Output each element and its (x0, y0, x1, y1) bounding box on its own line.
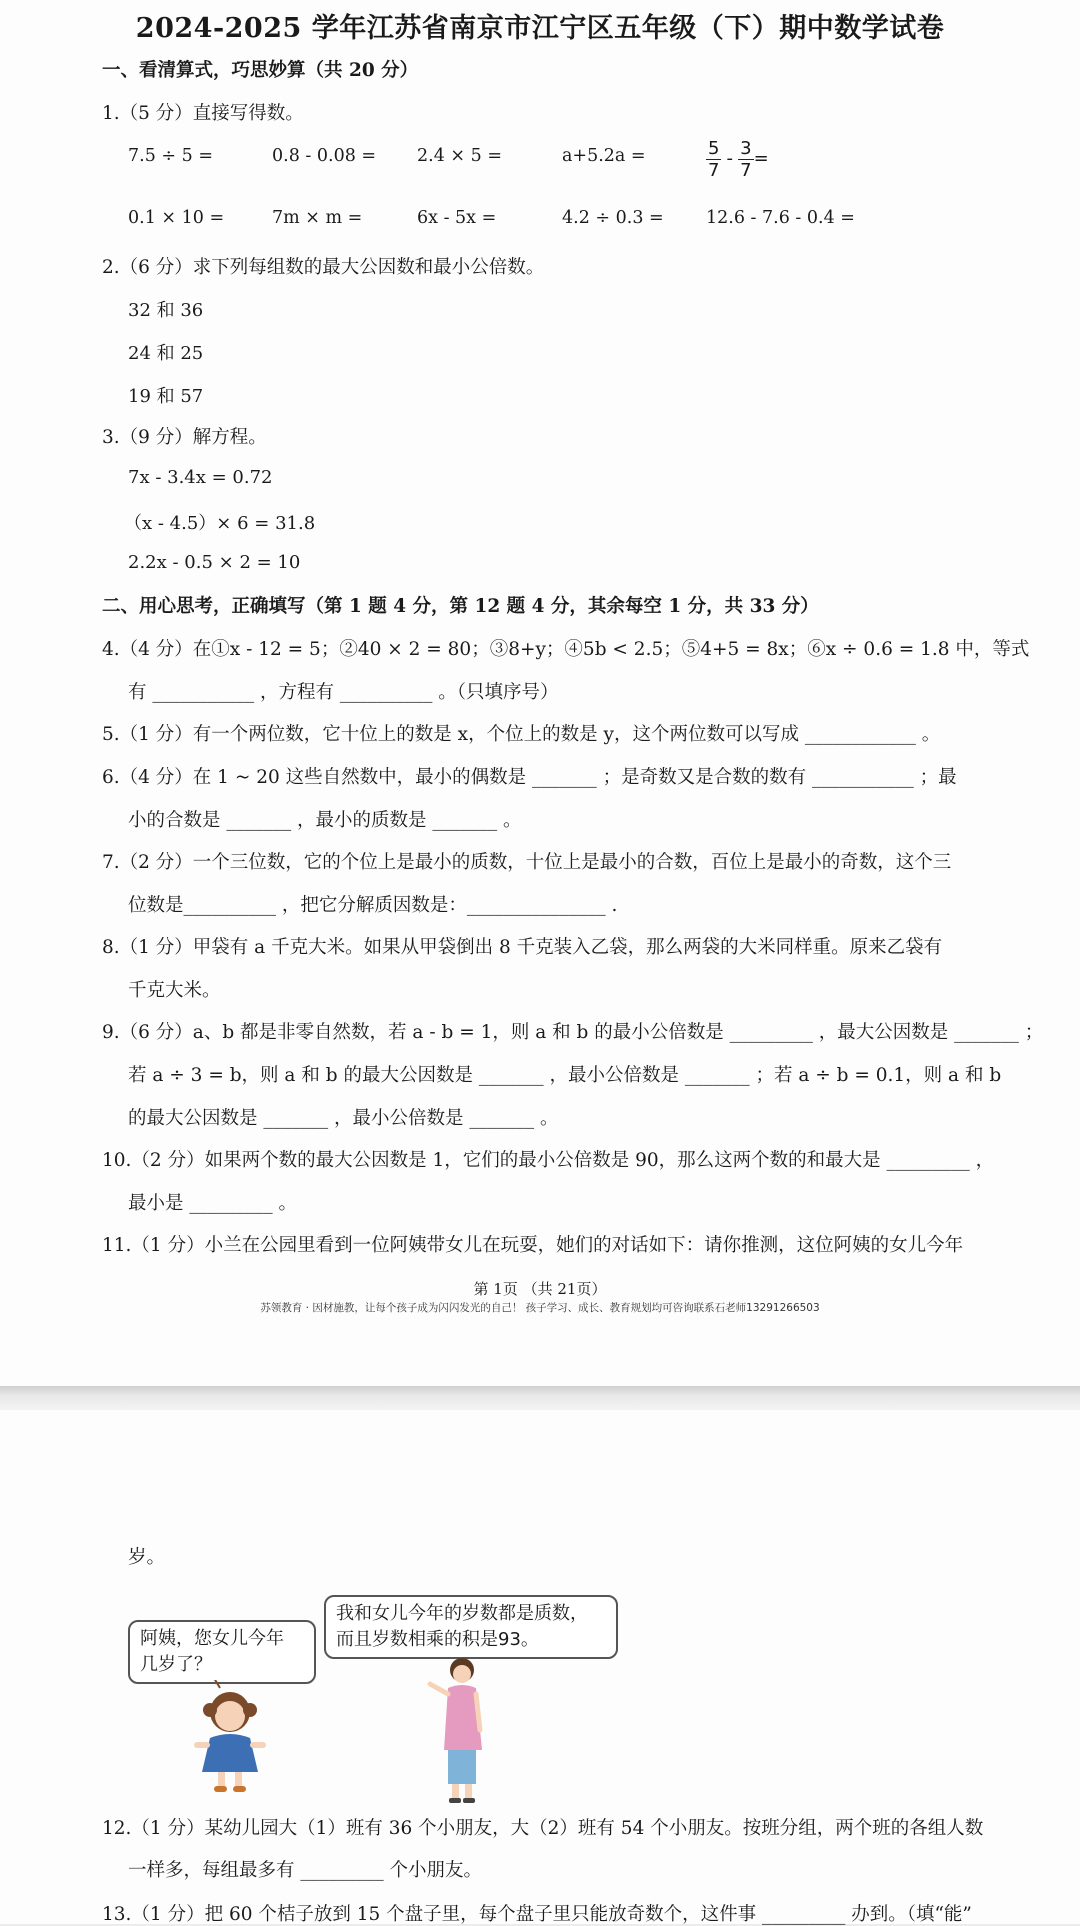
page-separator (0, 1386, 1080, 1410)
question-line: 若 a ÷ 3 = b，则 a 和 b 的最大公因数是 _______ ，最小公倍数是 _______ ；若 a ÷ b = 0.1，则 a 和 b (128, 1065, 1002, 1086)
exam-title: 2024-2025 学年江苏省南京市江宁区五年级（下）期中数学试卷 (135, 13, 945, 44)
fraction-1: $\frac{5}{7}$ (708, 138, 720, 181)
calc-item: 0.8 - 0.08 = (272, 146, 377, 166)
calc-item: 12.6 - 7.6 - 0.4 = (706, 208, 855, 228)
calc-item: 2.4 × 5 = (417, 146, 502, 166)
q3-item: 7x - 3.4x = 0.72 (128, 467, 273, 488)
question-line: 的最大公因数是 _______ ，最小公倍数是 _______ 。 (128, 1108, 559, 1129)
q3-item: 2.2x - 0.5 × 2 = 10 (128, 552, 301, 573)
question-line: 最小是 _________ 。 (128, 1193, 298, 1214)
question-line: 10.（2 分）如果两个数的最大公因数是 1，它们的最小公倍数是 90，那么这两个数的和最大是 _________ ， (102, 1150, 995, 1171)
question-line: 7.（2 分）一个三位数，它的个位上是最小的质数，十位上是最小的合数，百位上是最小的奇数，这个三 (102, 852, 952, 873)
question-line: 一样多，每组最多有 _________ 个小朋友。 (128, 1860, 483, 1881)
question-line: 岁。 (128, 1547, 166, 1568)
q2-item: 24 和 25 (128, 343, 204, 364)
question-1: 1.（5 分）直接写得数。 (102, 103, 304, 124)
fraction-2: $\frac{3}{7}$ (740, 138, 752, 181)
question-line: 6.（4 分）在 1 ~ 20 这些自然数中，最小的偶数是 _______ ；是奇数又是合数的数有 ___________ ；最 (102, 767, 957, 788)
question-line: 位数是__________ ，把它分解质因数是：_______________ . (128, 895, 618, 916)
q2-item: 19 和 57 (128, 386, 204, 407)
question-line: 千克大米。 (128, 980, 221, 1001)
woman-illustration (420, 1650, 500, 1810)
question-line: 11.（1 分）小兰在公园里看到一位阿姨带女儿在玩耍，她们的对话如下：请你推测，这位阿姨的女儿今年 (102, 1235, 964, 1256)
section-1-heading: 一、看清算式，巧思妙算（共 20 分） (102, 60, 419, 81)
fraction-expression: $\frac{5}{7}$ - $\frac{3}{7}$ = (708, 138, 769, 181)
page-number: 第 1页 （共 21页） (473, 1280, 607, 1298)
woman-speech-bubble: 我和女儿今年的岁数都是质数， 而且岁数相乘的积是93。 (324, 1595, 618, 1659)
question-line: 9.（6 分）a、b 都是非零自然数，若 a - b = 1，则 a 和 b 的最小公倍数是 _________ ，最大公因数是 _______ ； (102, 1022, 1044, 1043)
question-line: 8.（1 分）甲袋有 a 千克大米。如果从甲袋倒出 8 千克装入乙袋，那么两袋的大米同样重。原来乙袋有 (102, 937, 943, 958)
calc-item: 4.2 ÷ 0.3 = (562, 208, 664, 228)
question-line: 13.（1 分）把 60 个桔子放到 15 个盘子里，每个盘子里只能放奇数个，这件事 _________ 办到。（填“能” (102, 1904, 972, 1925)
calc-item: a+5.2a = (562, 146, 646, 166)
question-line: 有 ___________ ，方程有 __________ 。（只填序号） (128, 682, 559, 703)
calc-item: 6x - 5x = (417, 208, 497, 228)
question-line: 小的合数是 _______ ，最小的质数是 _______ 。 (128, 810, 522, 831)
question-line: 4.（4 分）在①x - 12 = 5；②40 × 2 = 80；③8+y；④5b < 2.5；⑤4+5 = 8x；⑥x ÷ 0.6 = 1.8 中，等式 (102, 639, 1030, 660)
calc-item: 0.1 × 10 = (128, 208, 225, 228)
footer-note: 苏领教育 · 因材施教，让每个孩子成为闪闪发光的自己！ 孩子学习、成长、教育规划均可咨询联系石老师13291266503 (260, 1302, 820, 1314)
section-2-heading: 二、用心思考，正确填写（第 1 题 4 分，第 12 题 4 分，其余每空 1 分，共 33 分） (102, 596, 819, 617)
question-line: 5.（1 分）有一个两位数，它十位上的数是 x，个位上的数是 y，这个两位数可以写成 ____________ 。 (102, 724, 941, 745)
q3-item: （x - 4.5）× 6 = 31.8 (124, 513, 316, 534)
calc-item: 7.5 ÷ 5 = (128, 146, 213, 166)
question-2: 2.（6 分）求下列每组数的最大公因数和最小公倍数。 (102, 257, 545, 278)
question-line: 12.（1 分）某幼儿园大（1）班有 36 个小朋友，大（2）班有 54 个小朋友。按班分组，两个班的各组人数 (102, 1818, 984, 1839)
calc-item: 7m × m = (272, 208, 363, 228)
exam-page-2 (0, 1410, 1080, 1924)
girl-illustration (180, 1680, 280, 1800)
question-3: 3.（9 分）解方程。 (102, 427, 267, 448)
q2-item: 32 和 36 (128, 300, 204, 321)
girl-speech-bubble: 阿姨，您女儿今年 几岁了？ (128, 1620, 316, 1684)
